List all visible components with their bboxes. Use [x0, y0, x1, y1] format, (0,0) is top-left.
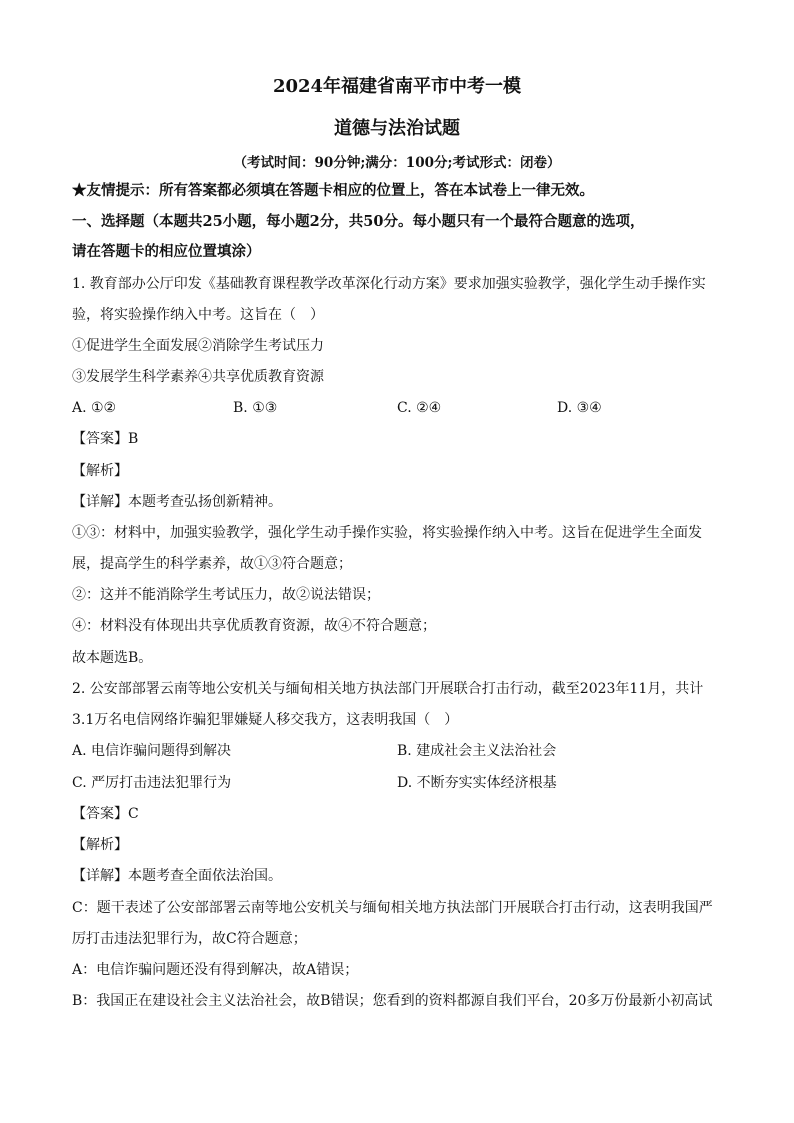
- q1-option-b: B. ①③: [233, 400, 278, 416]
- q1-option-d: D. ③④: [557, 400, 602, 416]
- q2-stem-line2: 3.1万名电信网络诈骗犯罪嫌疑人移交我方，这表明我国（ ）: [72, 712, 459, 728]
- q2-explanation-c-line1: C：题干表述了公安部部署云南等地公安机关与缅甸相关地方执法部门开展联合打击行动，这表明我国严: [72, 900, 713, 916]
- q2-answer: 【答案】C: [72, 806, 139, 822]
- section-heading-line2: 请在答题卡的相应位置填涂）: [72, 243, 261, 260]
- q1-explanation-3: ④：材料没有体现出共享优质教育资源，故④不符合题意；: [72, 618, 436, 634]
- q1-items-line1: ①促进学生全面发展②消除学生考试压力: [72, 338, 324, 354]
- q2-explanation-a: A：电信诈骗问题还没有得到解决，故A错误；: [72, 962, 359, 978]
- doc-title: 2024年福建省南平市中考一模: [272, 76, 522, 97]
- q1-stem-line1: 1. 教育部办公厅印发《基础教育课程教学改革深化行动方案》要求加强实验教学，强化学生动手操作实: [72, 276, 706, 292]
- q1-answer: 【答案】B: [72, 431, 139, 447]
- q1-stem-line2: 验，将实验操作纳入中考。这旨在（ ）: [72, 307, 324, 323]
- q1-explanation-1-line2: 展，提高学生的科学素养，故①③符合题意；: [72, 556, 352, 572]
- q1-explanation-1-line1: ①③：材料中，加强实验教学，强化学生动手操作实验，将实验操作纳入中考。这旨在促进学生全面发: [72, 525, 702, 541]
- q1-option-a: A. ①②: [72, 400, 117, 416]
- q2-analysis-label: 【解析】: [72, 837, 128, 853]
- q2-option-b: B. 建成社会主义法治社会: [397, 743, 557, 759]
- q1-detail: 【详解】本题考查弘扬创新精神。: [72, 494, 282, 510]
- notice-text: ★友情提示：所有答案都必须填在答题卡相应的位置上，答在本试卷上一律无效。: [72, 182, 594, 199]
- q2-detail: 【详解】本题考查全面依法治国。: [72, 868, 282, 884]
- q2-option-a: A. 电信诈骗问题得到解决: [72, 743, 232, 759]
- q1-analysis-label: 【解析】: [72, 463, 128, 479]
- q1-option-c: C. ②④: [397, 400, 442, 416]
- q1-conclusion: 故本题选B。: [72, 650, 153, 666]
- doc-subtitle: 道德与法治试题: [334, 118, 460, 139]
- section-heading-line1: 一、选择题（本题共25小题，每小题2分，共50分。每小题只有一个最符合题意的选项，: [72, 213, 645, 230]
- q2-option-c: C. 严厉打击违法犯罪行为: [72, 775, 232, 791]
- q2-explanation-b: B：我国正在建设社会主义法治社会，故B错误；您看到的资料都源自我们平台，20多万份最新小初高试: [72, 993, 713, 1009]
- q2-option-d: D. 不断夯实实体经济根基: [397, 775, 557, 791]
- q1-items-line2: ③发展学生科学素养④共享优质教育资源: [72, 369, 324, 385]
- q2-stem-line1: 2. 公安部部署云南等地公安机关与缅甸相关地方执法部门开展联合打击行动，截至2023年11月，共计: [72, 681, 704, 697]
- exam-info: （考试时间：90分钟;满分：100分;考试形式：闭卷）: [233, 155, 561, 171]
- q1-explanation-2: ②：这并不能消除学生考试压力，故②说法错误；: [72, 587, 380, 603]
- q2-explanation-c-line2: 厉打击违法犯罪行为，故C符合题意；: [72, 931, 307, 947]
